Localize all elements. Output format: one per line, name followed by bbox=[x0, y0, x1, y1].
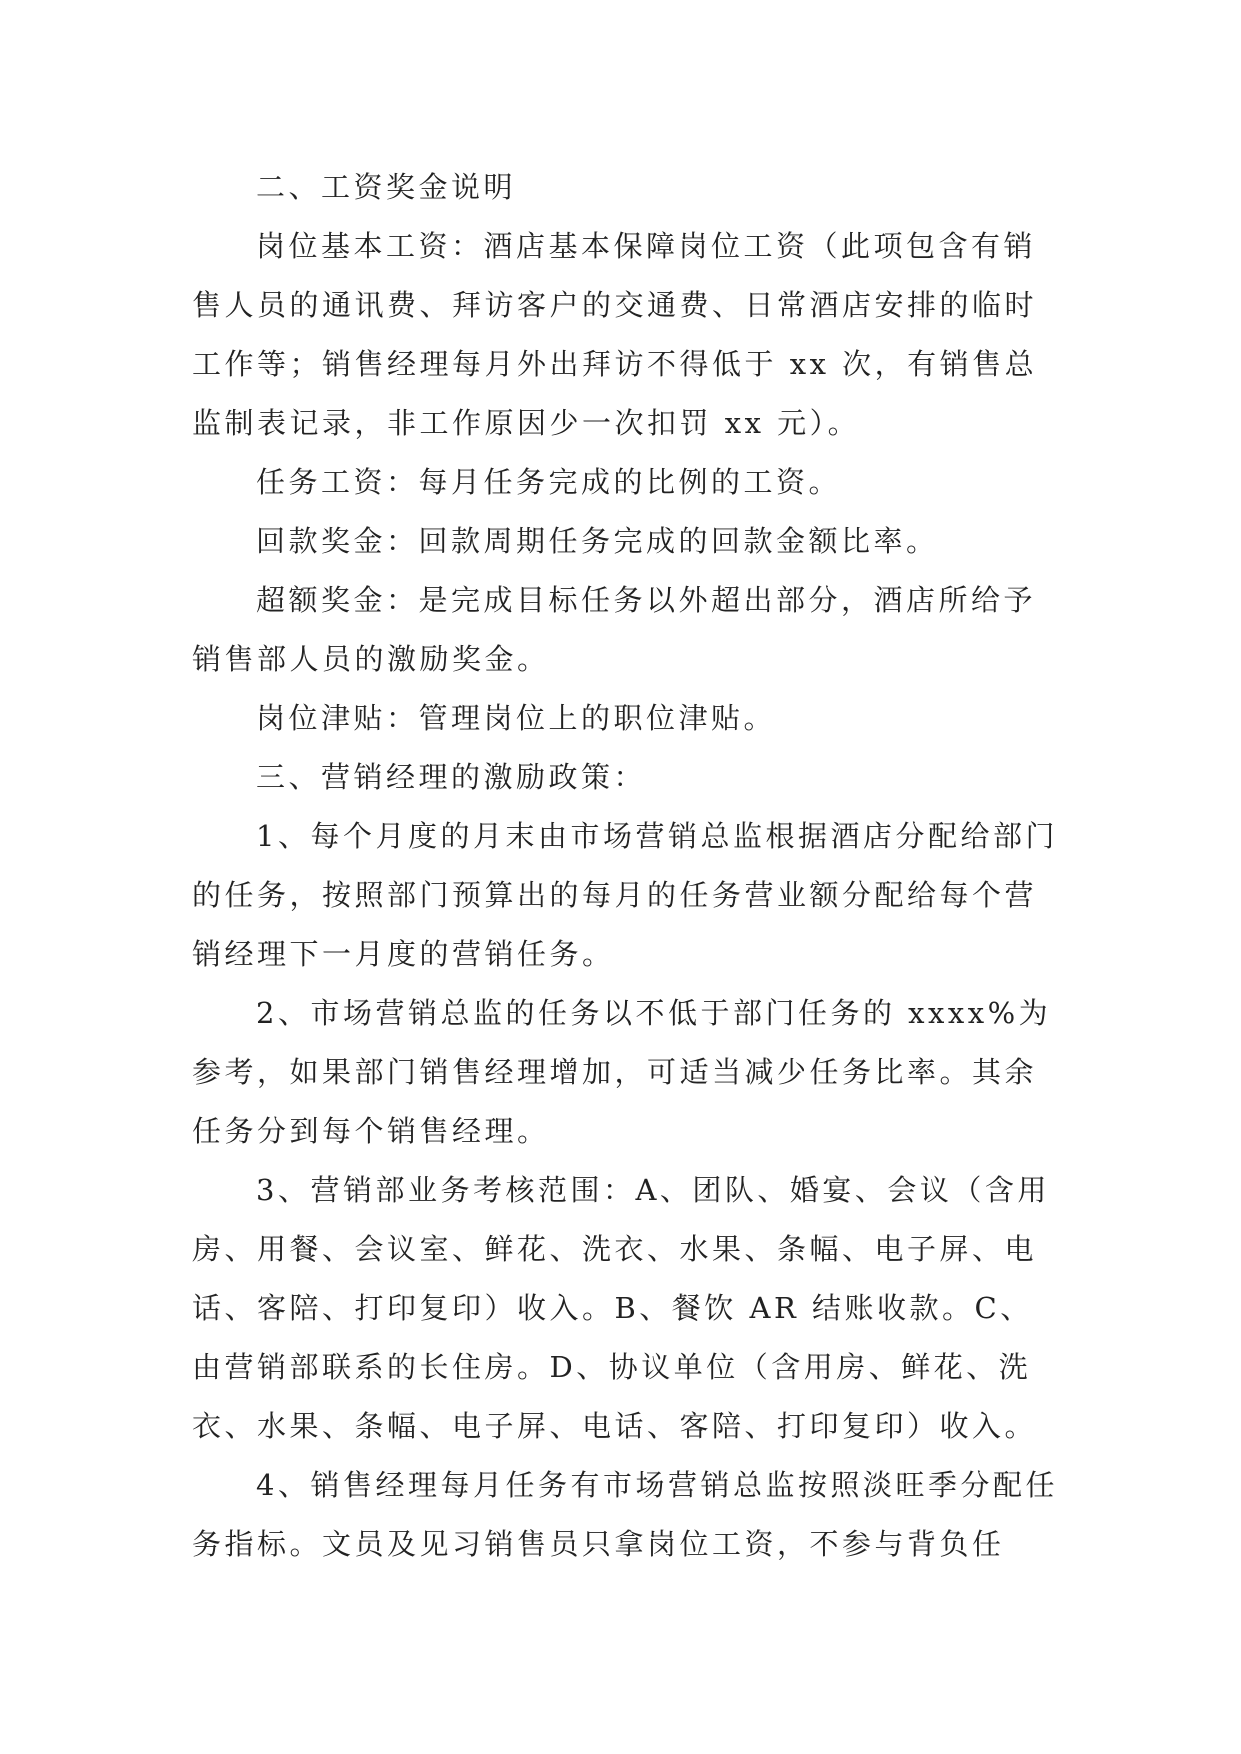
list-item-4: 4、销售经理每月任务有市场营销总监按照淡旺季分配任务指标。文员及见习销售员只拿岗位工资，不参与背负任 bbox=[192, 1468, 1058, 1561]
section-heading-incentive-policy: 三、营销经理的激励政策： bbox=[256, 760, 647, 794]
paragraph-task-salary: 任务工资：每月任务完成的比例的工资。 bbox=[256, 465, 842, 499]
paragraph-post-allowance: 岗位津贴：管理岗位上的职位津贴。 bbox=[256, 701, 777, 735]
document-body bbox=[192, 158, 1062, 1574]
paragraph-excess-bonus: 超额奖金：是完成目标任务以外超出部分，酒店所给予销售部人员的激励奖金。 bbox=[192, 583, 1037, 676]
paragraph-payback-bonus: 回款奖金：回款周期任务完成的回款金额比率。 bbox=[256, 524, 939, 558]
list-item-1: 1、每个月度的月末由市场营销总监根据酒店分配给部门的任务，按照部门预算出的每月的任务营业额分配给每个营销经理下一月度的营销任务。 bbox=[192, 819, 1058, 971]
list-item-2: 2、市场营销总监的任务以不低于部门任务的 xxxx%为参考，如果部门销售经理增加，可适当减少任务比率。其余任务分到每个销售经理。 bbox=[192, 996, 1052, 1148]
section-heading-salary-bonus: 二、工资奖金说明 bbox=[256, 170, 517, 204]
list-item-3: 3、营销部业务考核范围：A、团队、婚宴、会议（含用房、用餐、会议室、鲜花、洗衣、水果、条幅、电子屏、电话、客陪、打印复印）收入。B、餐饮 AR 结账收款。C、由营销部联系的长住房。D、协议单位（含用房、鲜花、洗衣、水果、条幅、电子屏、电话、客陪、打印复印）收入。 bbox=[192, 1173, 1050, 1443]
paragraph-base-salary: 岗位基本工资：酒店基本保障岗位工资（此项包含有销售人员的通讯费、拜访客户的交通费、日常酒店安排的临时工作等；销售经理每月外出拜访不得低于 xx 次，有销售总监制表记录，非工作原因少一次扣罚 xx 元）。 bbox=[192, 229, 1038, 440]
